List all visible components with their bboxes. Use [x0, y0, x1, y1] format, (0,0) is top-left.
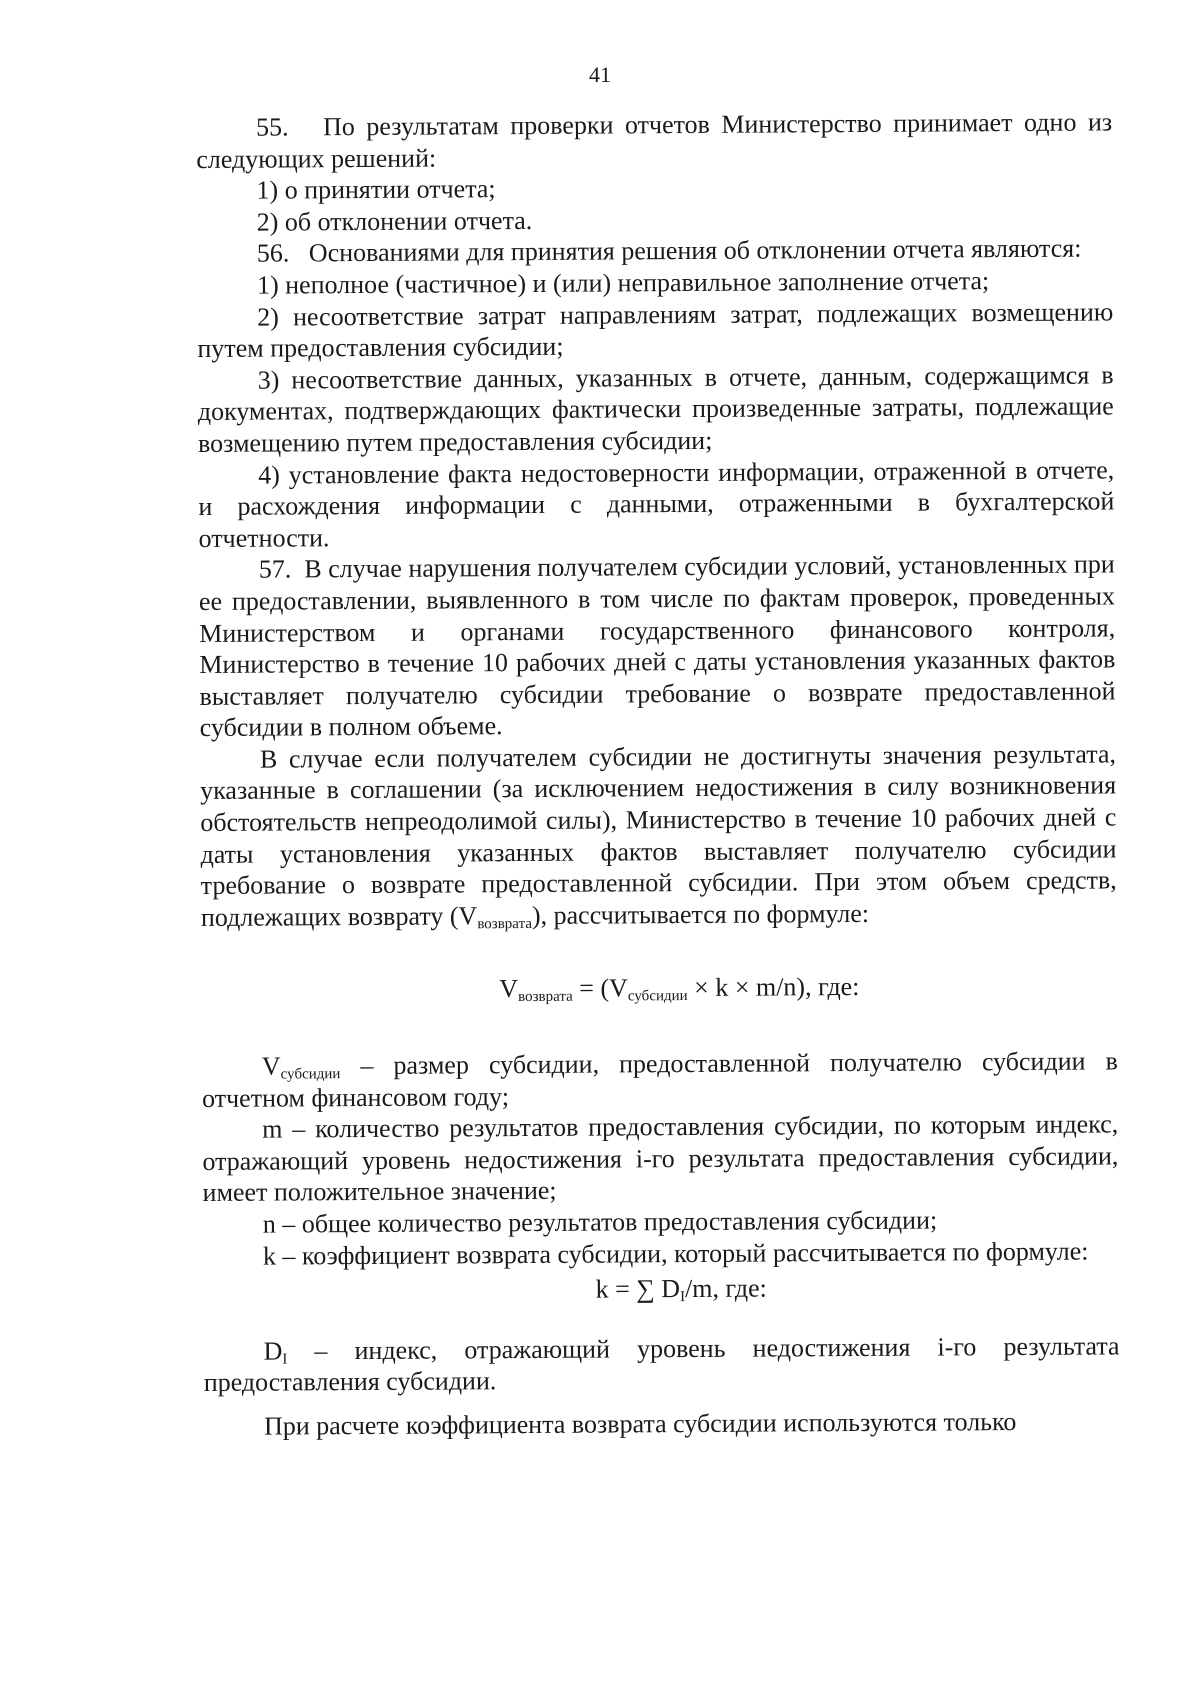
definition-d-text: – индекс, отражающий уровень недостижения i-го результата предоставления субсидии.	[203, 1331, 1120, 1398]
v-refund-subscript: возврата	[477, 915, 532, 933]
paragraph-56-item-1: 1) неполное (частичное) и (или) неправильное заполнение отчета;	[256, 266, 990, 300]
formula-refund-v-sub: возврата	[518, 989, 573, 1006]
formula-k-start: k = ∑ D	[595, 1274, 681, 1304]
definition-v-symbol: V	[261, 1051, 281, 1081]
document-body	[196, 106, 1120, 1442]
formula-refund-end: × k × m/n), где:	[687, 972, 860, 1003]
paragraph-56: 56. Основаниями для принятия решения об отклонении отчета являются:	[256, 233, 1082, 269]
paragraph-55-item-1: 1) о принятии отчета;	[256, 174, 496, 205]
paragraph-57-refund-text: В случае если получателем субсидии не достигнуты значения результата, указанные в соглашении (за исключением недостижения в силу возникновения обстоятельств непреодолимой силы), Министерство в течение 10 рабочих дней с даты установления указанных фактов выставляет получателю субсидии требование о возврате предоставленной субсидии. При этом объем средств, подлежащих возврату (V	[200, 739, 1117, 932]
paragraph-last: При расчете коэффициента возврата субсидии используются только	[263, 1406, 1017, 1441]
definition-n: n – общее количество результатов предоставления субсидии;	[262, 1205, 938, 1239]
paragraph-57: 57. В случае нарушения получателем субсидии условий, установленных при ее предоставлении, выявленного в том числе по фактам проверок, проведенных Министерством и органами государственного финансового контроля, Министерство в течение 10 рабочих дней с даты установления указанных фактов выставляет получателю субсидии требование о возврате предоставленной субсидии в полном объеме.	[198, 549, 1116, 743]
definition-d-subscript: I	[282, 1351, 288, 1368]
paragraph-56-item-2: 2) несоответствие затрат направлениям затрат, подлежащих возмещению путем предоставления субсидии;	[197, 296, 1114, 364]
formula-k-sub: I	[680, 1289, 686, 1306]
paragraph-56-item-4: 4) установление факта недостоверности информации, отраженной в отчете, и расхождения информации с данными, отраженными в бухгалтерской отчетности.	[198, 454, 1115, 553]
formula-refund-mid: = (V	[572, 973, 628, 1004]
page-number: 41	[589, 62, 611, 87]
formula-refund	[201, 970, 1117, 1007]
paragraph-57-refund-end: ), рассчитывается по формуле:	[531, 898, 870, 930]
definition-k: k – коэффициент возврата субсидии, который рассчитывается по формуле:	[262, 1236, 1089, 1271]
formula-k	[203, 1271, 1119, 1308]
definition-m: m – количество результатов предоставления субсидии, по которым индекс, отражающий уровень недостижения i-го результата предоставления субсидии, имеет положительное значение;	[202, 1109, 1119, 1208]
definition-d	[203, 1330, 1119, 1399]
definition-v-subscript: субсидии	[280, 1066, 341, 1083]
definition-v-subsidy	[202, 1045, 1118, 1114]
formula-refund-v: V	[499, 974, 519, 1004]
paragraph-55-item-2: 2) об отклонении отчета.	[256, 205, 533, 237]
definition-v-text: – размер субсидии, предоставленной получателю субсидии в отчетном финансовом году;	[201, 1046, 1118, 1113]
paragraph-57-refund	[200, 738, 1117, 933]
formula-refund-mid-sub: субсидии	[627, 988, 688, 1005]
paragraph-55: 55. По результатам проверки отчетов Министерство принимает одно из следующих решений:	[196, 107, 1113, 174]
paragraph-56-item-3: 3) несоответствие данных, указанных в отчете, данным, содержащимся в документах, подтверждающих фактически произведенные затраты, подлежащие возмещению путем предоставления субсидии;	[197, 360, 1114, 458]
definition-d-symbol: D	[263, 1336, 283, 1366]
formula-k-end: /m, где:	[684, 1273, 767, 1304]
